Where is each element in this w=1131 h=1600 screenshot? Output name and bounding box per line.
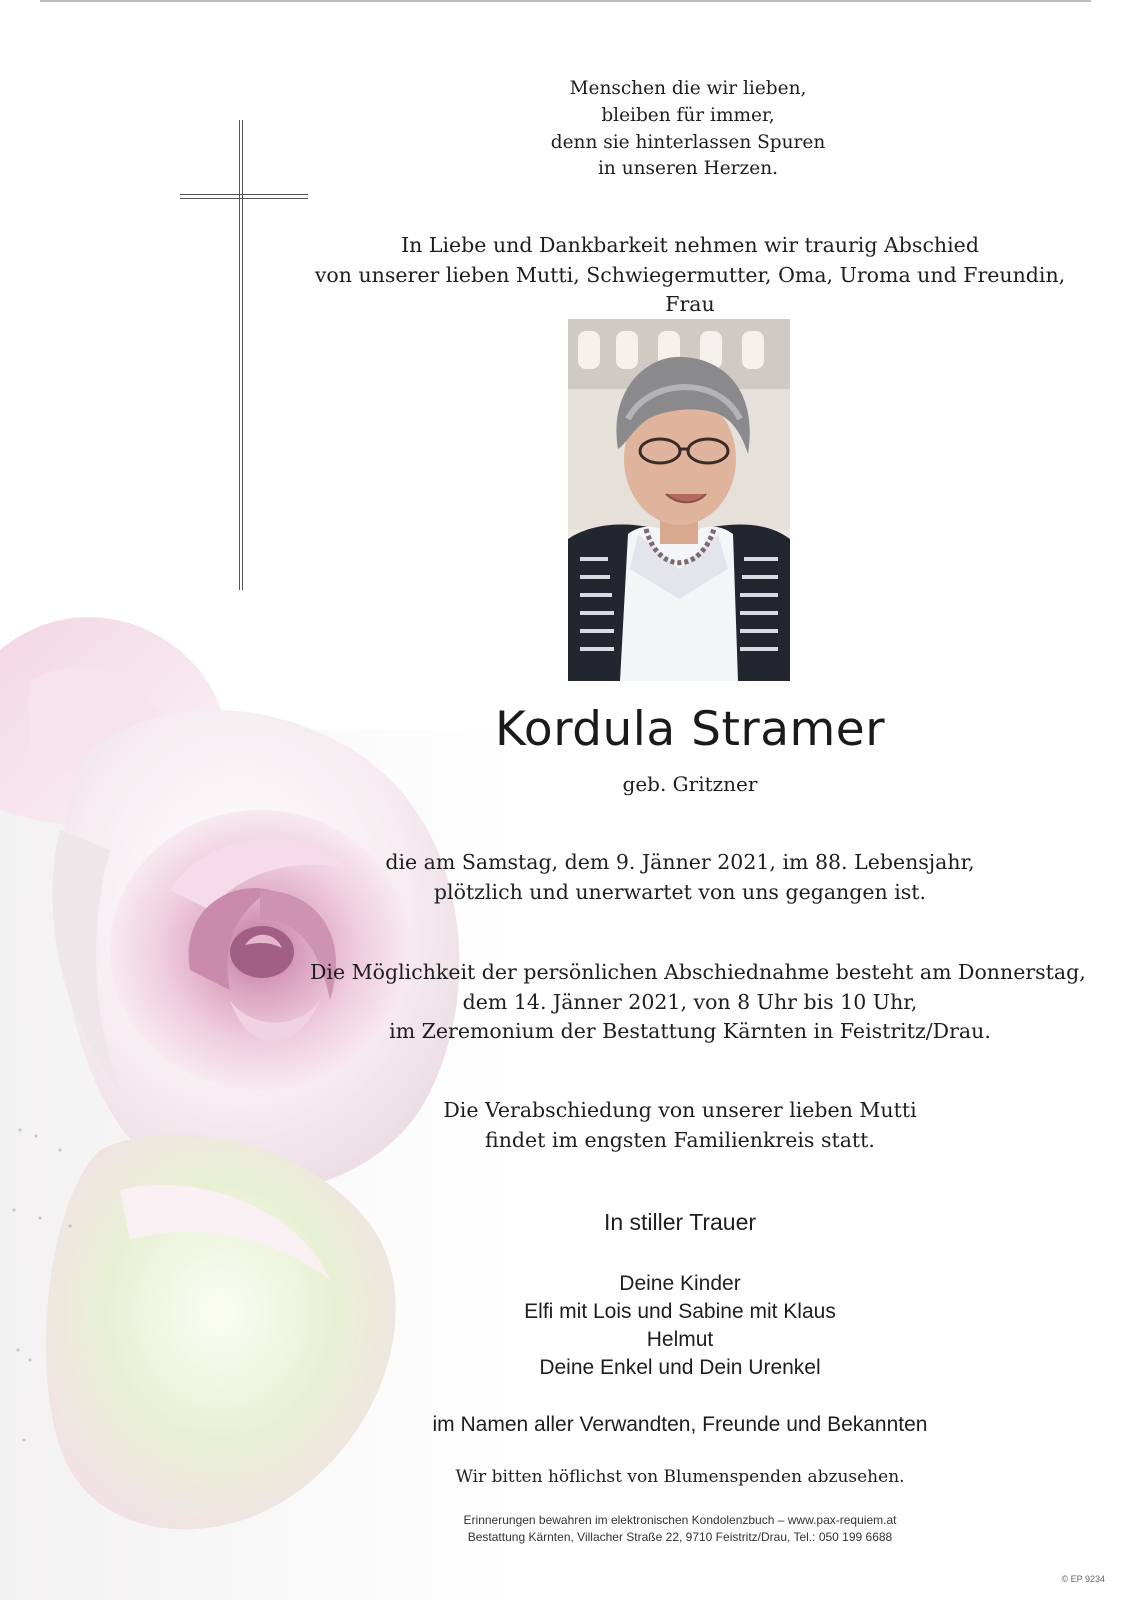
footer-line: Erinnerungen bewahren im elektronischen Kondolenzbuch – www.pax-requiem.at [463, 1513, 897, 1527]
print-code: © EP 9234 [1061, 1574, 1105, 1584]
verse-line: Menschen die wir lieben, [569, 78, 807, 99]
viewing-info [310, 958, 1086, 1047]
scan-edge-line [40, 0, 1091, 2]
family-line: Deine Enkel und Dein Urenkel [539, 1356, 821, 1380]
relatives-line: im Namen aller Verwandten, Freunde und Bekannten [432, 1413, 928, 1436]
family-list [430, 1270, 930, 1383]
family-line: Elfi mit Lois und Sabine mit Klaus [524, 1300, 836, 1324]
flowers-note: Wir bitten höflichst von Blumenspenden abzusehen. [455, 1467, 905, 1487]
intro-line: von unserer lieben Mutti, Schwiegermutter, Oma, Uroma und Freundin, [314, 262, 1066, 287]
footer [400, 1512, 960, 1547]
viewing-line: Die Möglichkeit der persönlichen Abschiednahme besteht am Donnerstag, [310, 960, 1086, 984]
mourning-title: In stiller Trauer [603, 1209, 757, 1235]
death-notice-line: die am Samstag, dem 9. Jänner 2021, im 88. Lebensjahr, [385, 850, 975, 874]
footer-line: Bestattung Kärnten, Villacher Straße 22, 9710 Feistritz/Drau, Tel.: 050 199 6688 [467, 1530, 893, 1545]
deceased-name: Kordula Stramer [494, 702, 886, 757]
verse-line: bleiben für immer, [601, 104, 775, 126]
memorial-verse [468, 76, 908, 183]
cross-icon [239, 120, 243, 590]
viewing-line: im Zeremonium der Bestattung Kärnten in Feistritz/Drau. [389, 1019, 991, 1044]
family-line: Deine Kinder [619, 1272, 741, 1295]
birth-name: geb. Gritzner [622, 772, 758, 796]
death-notice [380, 848, 980, 907]
portrait-photo [568, 319, 790, 681]
intro-line: Frau [665, 292, 715, 317]
service-line: findet im engsten Familienkreis statt. [485, 1127, 875, 1152]
service-line: Die Verabschiedung von unserer lieben Mutti [443, 1098, 917, 1122]
intro-line: In Liebe und Dankbarkeit nehmen wir traurig Abschied [401, 233, 979, 257]
death-notice-line: plötzlich und unerwartet von uns gegangen ist. [433, 879, 927, 904]
verse-line: denn sie hinterlassen Spuren [550, 131, 826, 153]
viewing-line: dem 14. Jänner 2021, von 8 Uhr bis 10 Uhr, [462, 989, 918, 1014]
service-info [430, 1096, 930, 1155]
verse-line: in unseren Herzen. [598, 158, 778, 180]
family-line: Helmut [646, 1328, 714, 1352]
cross-icon-bar [180, 194, 308, 199]
intro-text [300, 231, 1080, 320]
